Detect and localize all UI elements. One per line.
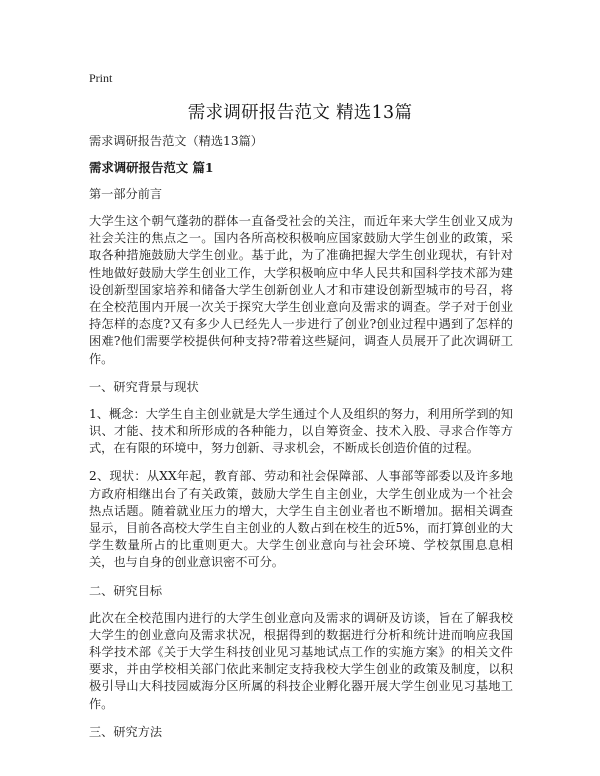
article-body xyxy=(89,133,513,751)
heading-method: 三、研究方法 xyxy=(89,724,163,739)
status-paragraph: 2、现状：从XX年起，教育部、劳动和社会保障部、人事部等部委以及许多地方政府相继出台了有关政策，鼓励大学生自主创业，大学生创业成为一个社会热点话题。随着就业压力的增大，大学生自主创业者也不断增加。据相关调查显示，目前各高校大学生自主创业的人数占到在校生的近5%，而打算创业的大学生数量所占的比重则更大。大学生创业意向与社会环境、学校氛围息息相关，也与自身的创业意识密不可分。 xyxy=(89,469,513,570)
print-link[interactable]: Print xyxy=(89,71,113,85)
subtitle: 需求调研报告范文（精选13篇） xyxy=(89,134,263,148)
intro-paragraph: 大学生这个朝气蓬勃的群体一直备受社会的关注，而近年来大学生创业又成为社会关注的焦点之一。国内各所高校积极响应国家鼓励大学生创业的政策，采取各种措施鼓励大学生创业。基于此，为了准确把握大学生创业现状，有针对性地做好鼓励大学生创业工作，大学积极响应中华人民共和国科学技术部为建设创新型国家培养和储备大学生创新创业人才和市建设创新型城市的号召，将在全校范围内开展一次关于探究大学生创业意向及需求的调查。学子对于创业持怎样的态度?又有多少人已经先人一步进行了创业?创业过程中遇到了怎样的困难?他们需要学校提供何种支持?带着这些疑问，调查人员展开了此次调研工作。 xyxy=(89,214,513,366)
heading-goal: 二、研究目标 xyxy=(89,583,163,598)
concept-paragraph: 1、概念：大学生自主创业就是大学生通过个人及组织的努力，利用所学到的知识、才能、技术和所形成的各种能力，以自筹资金、技术入股、寻求合作等方式，在有限的环境中，努力创新、寻求机会，不断成长创造价值的过程。 xyxy=(89,406,513,456)
part-heading: 第一部分前言 xyxy=(89,187,163,201)
heading-background: 一、研究背景与现状 xyxy=(89,379,199,394)
section-heading: 需求调研报告范文 篇1 xyxy=(89,160,214,175)
goal-paragraph: 此次在全校范围内进行的大学生创业意向及需求的调研及访谈，旨在了解我校大学生的创业意向及需求状况，根据得到的数据进行分析和统计进而响应我国科学技术部《关于大学生科技创业见习基地试点工作的实施方案》的相关文件要求，并由学校相关部门依此来制定支持我校大学生创业的政策及制度，以积极引导山大科技园威海分区所属的科技企业孵化器开展大学生创业见习基地工作。 xyxy=(89,610,513,711)
page-title: 需求调研报告范文 精选13篇 xyxy=(187,103,413,123)
